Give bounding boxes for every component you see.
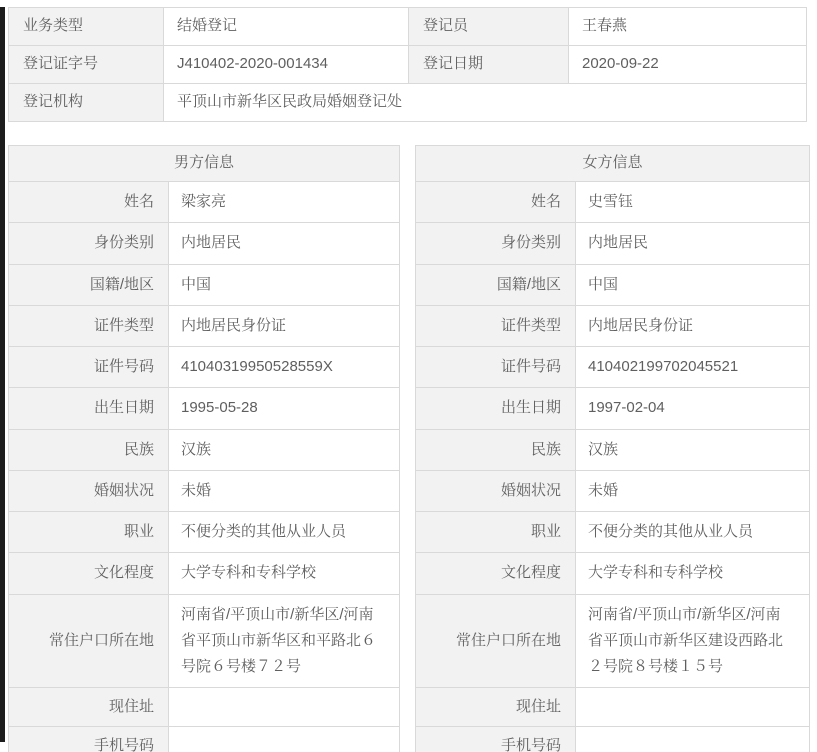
field-label: 国籍/地区 [9, 264, 169, 305]
field-label: 婚姻状况 [416, 470, 576, 511]
field-value [576, 727, 810, 752]
male-info-table [8, 145, 400, 752]
table-row [416, 688, 810, 727]
field-label: 身份类别 [416, 223, 576, 264]
field-value: 河南省/平顶山市/新华区/河南省平顶山市新华区和平路北６号院６号楼７２号 [169, 594, 400, 688]
field-value: 内地居民 [576, 223, 810, 264]
business-type-value: 结婚登记 [164, 8, 409, 46]
field-label: 职业 [416, 512, 576, 553]
table-row [9, 594, 400, 688]
field-value: 不便分类的其他从业人员 [169, 512, 400, 553]
table-header-row [9, 146, 400, 182]
female-info-table [415, 145, 810, 752]
registration-summary-table [8, 7, 807, 122]
field-label: 身份类别 [9, 223, 169, 264]
field-value: 1995-05-28 [169, 388, 400, 429]
field-label: 姓名 [9, 182, 169, 223]
table-row [416, 182, 810, 223]
field-label: 证件类型 [416, 305, 576, 346]
table-row [416, 429, 810, 470]
window-edge-bar [0, 7, 5, 742]
male-info-header: 男方信息 [9, 146, 400, 182]
table-row [416, 305, 810, 346]
table-row [9, 429, 400, 470]
table-row [9, 512, 400, 553]
field-value: 1997-02-04 [576, 388, 810, 429]
field-value [169, 688, 400, 727]
field-label: 常住户口所在地 [416, 594, 576, 688]
field-value: 未婚 [169, 470, 400, 511]
agency-label: 登记机构 [9, 84, 164, 122]
field-value: 大学专科和专科学校 [576, 553, 810, 594]
field-label: 手机号码 [416, 727, 576, 752]
table-row [9, 305, 400, 346]
table-row [416, 470, 810, 511]
table-row [416, 347, 810, 388]
field-value: 河南省/平顶山市/新华区/河南省平顶山市新华区建设西路北２号院８号楼１５号 [576, 594, 810, 688]
male-info-body [9, 182, 400, 752]
field-value [576, 688, 810, 727]
registrar-value: 王春燕 [569, 8, 807, 46]
field-label: 现住址 [416, 688, 576, 727]
table-row [9, 223, 400, 264]
field-value: 内地居民 [169, 223, 400, 264]
business-type-label: 业务类型 [9, 8, 164, 46]
field-label: 国籍/地区 [416, 264, 576, 305]
cert-number-value: J410402-2020-001434 [164, 46, 409, 84]
field-label: 婚姻状况 [9, 470, 169, 511]
table-row [416, 512, 810, 553]
field-value: 汉族 [169, 429, 400, 470]
table-row [9, 8, 807, 46]
field-label: 手机号码 [9, 727, 169, 752]
registration-summary-section [8, 7, 807, 122]
field-value: 内地居民身份证 [169, 305, 400, 346]
field-value: 汉族 [576, 429, 810, 470]
field-value [169, 727, 400, 752]
field-label: 出生日期 [9, 388, 169, 429]
party-info-section [8, 145, 810, 752]
field-value: 大学专科和专科学校 [169, 553, 400, 594]
field-label: 职业 [9, 512, 169, 553]
female-info-header: 女方信息 [416, 146, 810, 182]
table-row [9, 553, 400, 594]
table-row [9, 347, 400, 388]
reg-date-value: 2020-09-22 [569, 46, 807, 84]
field-value: 41040319950528559X [169, 347, 400, 388]
field-label: 姓名 [416, 182, 576, 223]
field-label: 民族 [416, 429, 576, 470]
table-row [9, 182, 400, 223]
field-value: 史雪钰 [576, 182, 810, 223]
field-label: 文化程度 [9, 553, 169, 594]
table-row [9, 727, 400, 752]
field-value: 中国 [576, 264, 810, 305]
field-label: 证件号码 [416, 347, 576, 388]
table-row [416, 553, 810, 594]
table-header-row [416, 146, 810, 182]
table-row [9, 470, 400, 511]
field-value: 内地居民身份证 [576, 305, 810, 346]
registrar-label: 登记员 [409, 8, 569, 46]
field-value: 410402199702045521 [576, 347, 810, 388]
field-label: 常住户口所在地 [9, 594, 169, 688]
field-label: 现住址 [9, 688, 169, 727]
field-label: 出生日期 [416, 388, 576, 429]
table-row [9, 84, 807, 122]
table-row [416, 264, 810, 305]
table-row [416, 223, 810, 264]
table-row [416, 594, 810, 688]
table-row [9, 688, 400, 727]
reg-date-label: 登记日期 [409, 46, 569, 84]
table-row [9, 264, 400, 305]
table-row [9, 46, 807, 84]
field-value: 中国 [169, 264, 400, 305]
table-row [9, 388, 400, 429]
agency-value: 平顶山市新华区民政局婚姻登记处 [164, 84, 807, 122]
table-row [416, 727, 810, 752]
field-label: 文化程度 [416, 553, 576, 594]
field-value: 梁家亮 [169, 182, 400, 223]
field-label: 证件类型 [9, 305, 169, 346]
cert-number-label: 登记证字号 [9, 46, 164, 84]
table-row [416, 388, 810, 429]
field-label: 证件号码 [9, 347, 169, 388]
female-info-body [416, 182, 810, 752]
field-label: 民族 [9, 429, 169, 470]
field-value: 未婚 [576, 470, 810, 511]
field-value: 不便分类的其他从业人员 [576, 512, 810, 553]
